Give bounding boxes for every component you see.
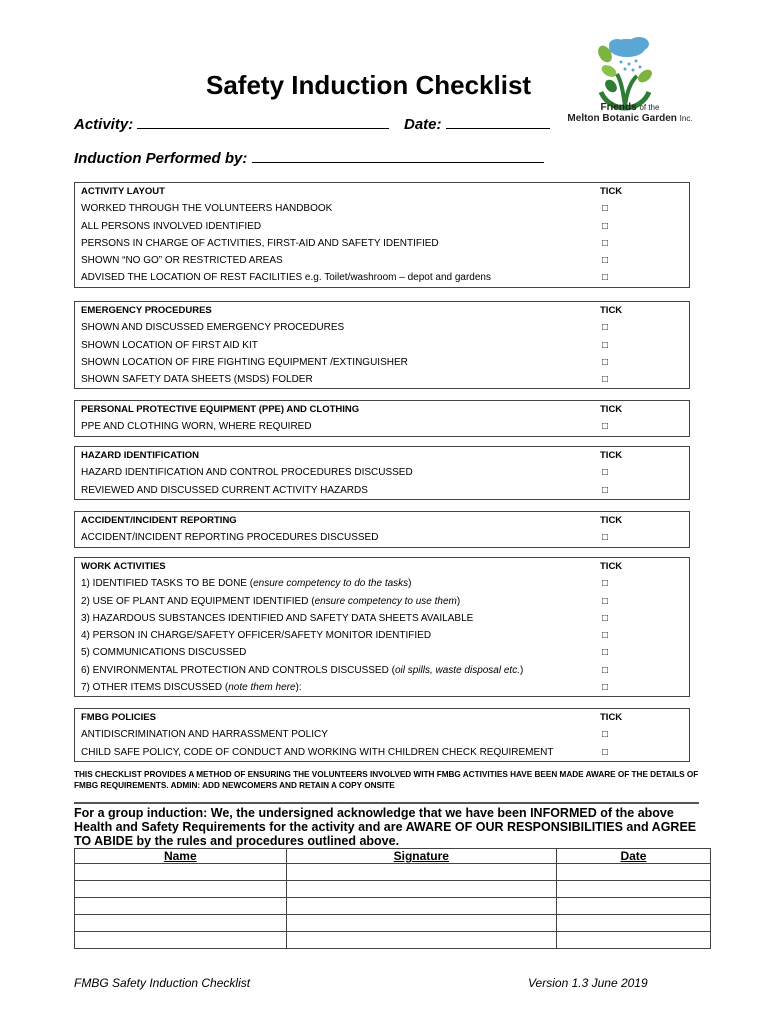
date-cell[interactable] — [556, 932, 710, 949]
activity-label: Activity — [74, 116, 129, 133]
section-heading: ACCIDENT/INCIDENT REPORTING — [81, 515, 237, 526]
checklist-section — [74, 557, 690, 697]
name-cell[interactable] — [75, 881, 287, 898]
tick-checkbox[interactable]: □ — [601, 272, 609, 284]
tick-column-label: TICK — [600, 561, 623, 572]
group-induction-statement: For a group induction: We, the undersigned acknowledge that we have been INFORMED of the above Health and Safety Requirements for the activity and are AWARE OF OUR RESPONSIBILITIES and AGREE TO ABIDE by the rules and procedures outlined above. — [74, 806, 697, 848]
date-line[interactable] — [446, 128, 550, 129]
checklist-item — [75, 418, 689, 435]
section-heading: FMBG POLICIES — [81, 712, 156, 723]
induction-label: Induction Performed by: — [74, 150, 248, 167]
checklist-section — [74, 446, 690, 500]
checklist-section — [74, 182, 690, 288]
checklist-item — [75, 235, 689, 252]
signature-row — [75, 932, 711, 949]
checklist-section — [74, 511, 690, 548]
signature-table — [74, 848, 711, 949]
signature-cell[interactable] — [286, 881, 556, 898]
date-header: Date — [556, 849, 710, 864]
date-cell[interactable] — [556, 915, 710, 932]
checklist-item-label: CHILD SAFE POLICY, CODE OF CONDUCT AND WORKING WITH CHILDREN CHECK REQUIREMENT — [81, 746, 554, 758]
induction-field[interactable] — [74, 150, 544, 167]
checklist-item-label: REVIEWED AND DISCUSSED CURRENT ACTIVITY HAZARDS — [81, 484, 368, 496]
checklist-item-label: ANTIDISCRIMINATION AND HARRASSMENT POLICY — [81, 729, 328, 741]
footer-right: Version 1.3 June 2019 — [528, 976, 648, 990]
checklist-item — [75, 218, 689, 235]
checklist-item — [75, 644, 689, 661]
signature-row — [75, 898, 711, 915]
checklist-item-label: ADVISED THE LOCATION OF REST FACILITIES e.g. Toilet/washroom – depot and gardens — [81, 272, 491, 284]
tick-checkbox[interactable]: □ — [601, 532, 609, 544]
checklist-item — [75, 319, 689, 336]
tick-checkbox[interactable]: □ — [601, 664, 609, 676]
name-cell[interactable] — [75, 932, 287, 949]
signature-row — [75, 915, 711, 932]
logo-line2-small: Inc. — [679, 114, 693, 123]
checklist-item-label: ACCIDENT/INCIDENT REPORTING PROCEDURES DISCUSSED — [81, 532, 379, 544]
date-cell[interactable] — [556, 898, 710, 915]
tick-checkbox[interactable]: □ — [601, 729, 609, 741]
signature-cell[interactable] — [286, 932, 556, 949]
tick-checkbox[interactable]: □ — [601, 220, 609, 232]
tick-checkbox[interactable]: □ — [601, 203, 609, 215]
section-header — [75, 512, 689, 529]
tick-column-label: TICK — [600, 515, 623, 526]
tick-column-label: TICK — [600, 404, 623, 415]
checklist-item-label: SHOWN “NO GO” OR RESTRICTED AREAS — [81, 255, 283, 267]
checklist-item-label: PPE AND CLOTHING WORN, WHERE REQUIRED — [81, 421, 312, 433]
checklist-item — [75, 726, 689, 743]
date-cell[interactable] — [556, 881, 710, 898]
checklist-item-label: SHOWN AND DISCUSSED EMERGENCY PROCEDURES — [81, 322, 345, 334]
activity-line[interactable] — [137, 128, 389, 129]
logo-line1: Friends — [600, 102, 637, 113]
tick-column-label: TICK — [600, 712, 623, 723]
signature-row — [75, 881, 711, 898]
section-header — [75, 447, 689, 464]
checklist-item — [75, 627, 689, 644]
tick-checkbox[interactable]: □ — [601, 746, 609, 758]
signature-cell[interactable] — [286, 898, 556, 915]
checklist-item — [75, 744, 689, 761]
checklist-item-label: 7) OTHER ITEMS DISCUSSED (note them here): — [81, 682, 302, 694]
signature-cell[interactable] — [286, 864, 556, 881]
tick-checkbox[interactable]: □ — [601, 647, 609, 659]
logo-line1-small: of the — [639, 103, 660, 112]
checklist-item — [75, 371, 689, 388]
divider — [74, 802, 699, 804]
checklist-item-label: 2) USE OF PLANT AND EQUIPMENT IDENTIFIED (ensure competency to use them) — [81, 595, 461, 607]
checklist-item — [75, 252, 689, 269]
name-header: Name — [75, 849, 287, 864]
signature-header: Signature — [286, 849, 556, 864]
section-header — [75, 558, 689, 575]
tick-checkbox[interactable]: □ — [601, 339, 609, 351]
tick-checkbox[interactable]: □ — [601, 630, 609, 642]
name-cell[interactable] — [75, 898, 287, 915]
section-heading: PERSONAL PROTECTIVE EQUIPMENT (PPE) AND CLOTHING — [81, 404, 360, 415]
signature-row — [75, 864, 711, 881]
checklist-section — [74, 400, 690, 437]
logo-line2: Melton Botanic Garden — [567, 113, 677, 124]
name-cell[interactable] — [75, 864, 287, 881]
tick-checkbox[interactable]: □ — [601, 682, 609, 694]
date-field[interactable] — [404, 116, 550, 133]
section-heading: HAZARD IDENTIFICATION — [81, 450, 200, 461]
section-header — [75, 302, 689, 319]
tick-checkbox[interactable]: □ — [601, 612, 609, 624]
section-header — [75, 183, 689, 200]
section-header — [75, 401, 689, 418]
checklist-item-label: 4) PERSON IN CHARGE/SAFETY OFFICER/SAFETY MONITOR IDENTIFIED — [81, 630, 432, 642]
checklist-section — [74, 301, 690, 389]
signature-cell[interactable] — [286, 915, 556, 932]
checklist-item — [75, 337, 689, 354]
date-cell[interactable] — [556, 864, 710, 881]
tick-checkbox[interactable]: □ — [601, 237, 609, 249]
checklist-item — [75, 529, 689, 546]
tick-checkbox[interactable]: □ — [601, 467, 609, 479]
checklist-section — [74, 708, 690, 762]
checklist-item-label: SHOWN LOCATION OF FIRST AID KIT — [81, 339, 258, 351]
checklist-item-label: SHOWN SAFETY DATA SHEETS (MSDS) FOLDER — [81, 374, 313, 386]
checklist-item — [75, 575, 689, 592]
activity-field[interactable]: Activity: — [74, 116, 389, 133]
tick-column-label: TICK — [600, 186, 623, 197]
checklist-item-label: WORKED THROUGH THE VOLUNTEERS HANDBOOK — [81, 203, 333, 215]
checklist-item-label: HAZARD IDENTIFICATION AND CONTROL PROCEDURES DISCUSSED — [81, 467, 413, 479]
checklist-item-label: 6) ENVIRONMENTAL PROTECTION AND CONTROLS DISCUSSED (oil spills, waste disposal etc.) — [81, 664, 524, 676]
tick-checkbox[interactable]: □ — [601, 322, 609, 334]
checklist-item — [75, 269, 689, 286]
checklist-item-label: ALL PERSONS INVOLVED IDENTIFIED — [81, 220, 262, 232]
checklist-item-label: 1) IDENTIFIED TASKS TO BE DONE (ensure competency to do the tasks) — [81, 578, 412, 590]
date-label: Date: — [404, 116, 442, 133]
checklist-item — [75, 662, 689, 679]
checklist-item-label: 5) COMMUNICATIONS DISCUSSED — [81, 647, 247, 659]
tick-checkbox[interactable]: □ — [601, 255, 609, 267]
document-title: Safety Induction Checklist — [206, 70, 532, 100]
tick-column-label: TICK — [600, 450, 623, 461]
section-header — [75, 709, 689, 726]
section-heading: ACTIVITY LAYOUT — [81, 186, 165, 197]
tick-checkbox[interactable]: □ — [601, 484, 609, 496]
tick-checkbox[interactable]: □ — [601, 595, 609, 607]
tick-column-label: TICK — [600, 305, 623, 316]
checklist-item-label: 3) HAZARDOUS SUBSTANCES IDENTIFIED AND SAFETY DATA SHEETS AVAILABLE — [81, 612, 474, 624]
checklist-item — [75, 610, 689, 627]
section-heading: WORK ACTIVITIES — [81, 561, 166, 572]
checklist-item — [75, 354, 689, 371]
logo-text — [560, 102, 700, 124]
induction-line[interactable] — [252, 162, 544, 163]
checklist-item — [75, 679, 689, 696]
tick-checkbox[interactable]: □ — [601, 356, 609, 368]
checklist-item-label: SHOWN LOCATION OF FIRE FIGHTING EQUIPMENT /EXTINGUISHER — [81, 356, 408, 368]
checklist-item — [75, 200, 689, 217]
checklist-item — [75, 593, 689, 610]
checklist-note: THIS CHECKLIST PROVIDES A METHOD OF ENSURING THE VOLUNTEERS INVOLVED WITH FMBG ACTIVITIES HAVE BEEN MADE AWARE OF THE DETAILS OF FMBG REQUIREMENTS. ADMIN: ADD NEWCOMERS AND RETAIN A COPY ONSITE — [74, 770, 699, 790]
tick-checkbox[interactable]: □ — [601, 374, 609, 386]
name-cell[interactable] — [75, 915, 287, 932]
tick-checkbox[interactable]: □ — [601, 578, 609, 590]
tick-checkbox[interactable]: □ — [601, 421, 609, 433]
footer-left: FMBG Safety Induction Checklist — [74, 976, 251, 990]
checklist-item — [75, 482, 689, 499]
checklist-item — [75, 464, 689, 481]
section-heading: EMERGENCY PROCEDURES — [81, 305, 212, 316]
checklist-item-label: PERSONS IN CHARGE OF ACTIVITIES, FIRST-AID AND SAFETY IDENTIFIED — [81, 237, 439, 249]
